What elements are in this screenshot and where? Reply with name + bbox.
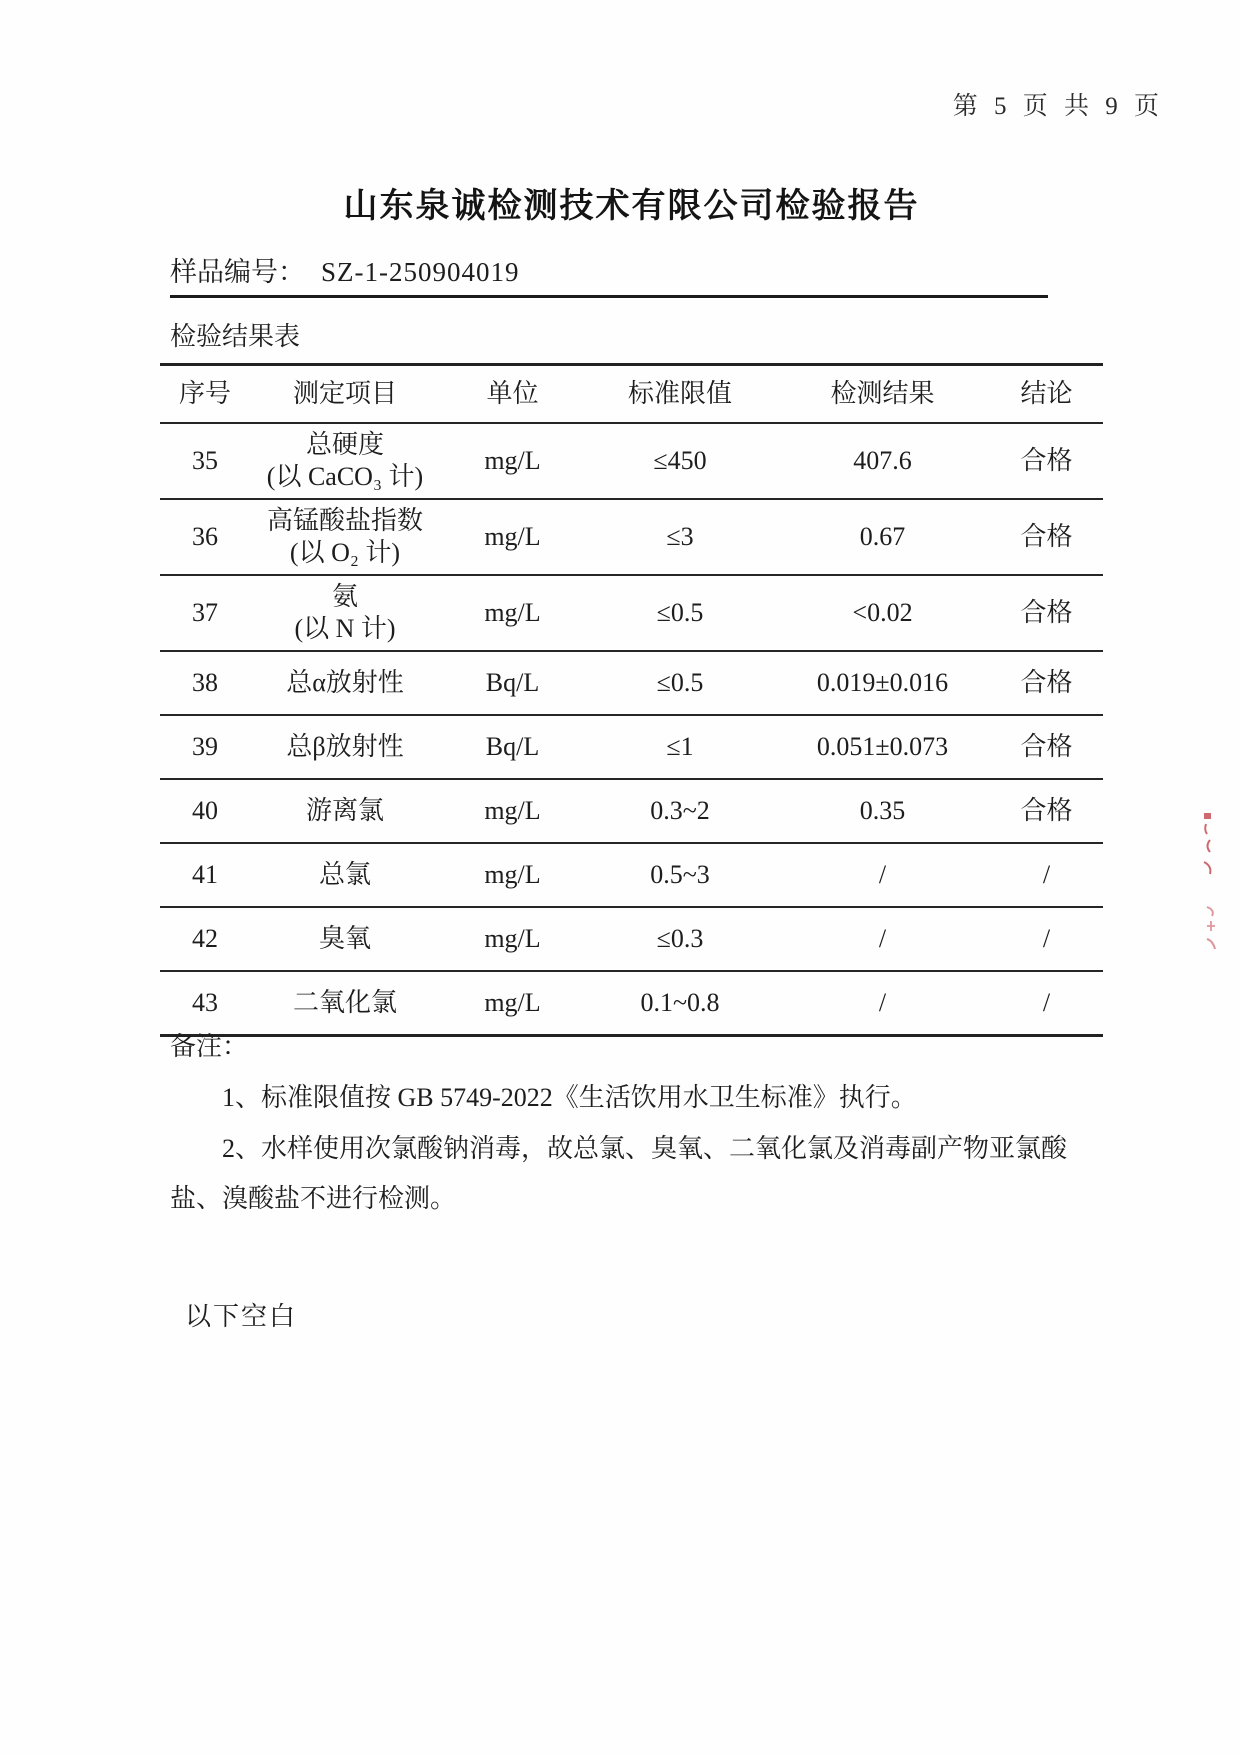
page-number: 第 5 页 共 9 页 [952, 93, 1164, 120]
row-no: 41 [192, 859, 218, 889]
table-row [160, 500, 1103, 576]
row-no: 40 [192, 795, 218, 825]
remark-1: 1、标准限值按 GB 5749-2022《生活饮用水卫生标准》执行。 [222, 1082, 917, 1112]
row-item-line2: (以 N 计) [294, 614, 396, 643]
row-item: 总氯 [318, 859, 371, 889]
row-item [250, 429, 440, 494]
col-header-item: 测定项目 [292, 378, 397, 408]
row-unit: Bq/L [485, 731, 540, 761]
row-conclusion: 合格 [1020, 667, 1073, 697]
row-item-line2: (以 O₂ 计) [289, 538, 401, 567]
remark-2-line1: 2、水样使用次氯酸钠消毒，故总氯、臭氧、二氧化氯及消毒副产物亚氯酸 [222, 1133, 1068, 1163]
blank-below-note: 以下空白 [185, 1302, 298, 1331]
row-limit: ≤0.5 [656, 667, 704, 697]
row-limit: 0.3~2 [650, 795, 710, 825]
row-unit: mg/L [484, 987, 541, 1017]
results-table [160, 363, 1103, 1037]
row-result: 407.6 [853, 445, 912, 475]
row-result: / [878, 987, 887, 1017]
sample-number-label: 样品编号： [170, 257, 305, 287]
table-row [160, 716, 1103, 780]
col-header-limit: 标准限值 [627, 378, 732, 408]
table-row [160, 908, 1103, 972]
row-item: 总α放射性 [286, 667, 404, 697]
table-row [160, 780, 1103, 844]
row-result: / [878, 923, 887, 953]
red-ink-mark [1200, 812, 1216, 887]
row-item [250, 505, 440, 570]
col-header-result: 检测结果 [830, 378, 935, 408]
sample-number-row [170, 250, 1048, 298]
row-result: <0.02 [852, 597, 913, 627]
row-unit: Bq/L [485, 667, 540, 697]
row-no: 42 [192, 923, 218, 953]
report-title: 山东泉诚检测技术有限公司检验报告 [343, 188, 920, 225]
col-header-unit: 单位 [486, 378, 539, 408]
remarks-section [170, 1030, 1070, 1216]
row-item: 二氧化氯 [292, 987, 397, 1017]
row-conclusion: 合格 [1020, 445, 1073, 475]
remark-2-line2: 盐、溴酸盐不进行检测。 [170, 1184, 457, 1214]
row-unit: mg/L [484, 795, 541, 825]
red-ink-mark [1203, 905, 1219, 955]
row-limit: ≤1 [666, 731, 694, 761]
row-limit: 0.5~3 [650, 859, 710, 889]
table-header-row [160, 366, 1103, 424]
row-no: 37 [192, 597, 218, 627]
row-conclusion: 合格 [1020, 731, 1073, 761]
row-result: 0.67 [859, 521, 906, 551]
row-no: 35 [192, 445, 218, 475]
table-row [160, 844, 1103, 908]
row-item [250, 581, 440, 646]
row-conclusion: / [1042, 923, 1051, 953]
row-result: 0.019±0.016 [816, 667, 949, 697]
table-row [160, 972, 1103, 1034]
row-limit: ≤0.5 [656, 597, 704, 627]
row-item: 臭氧 [318, 923, 371, 953]
table-row [160, 576, 1103, 652]
table-row [160, 652, 1103, 716]
row-unit: mg/L [484, 445, 541, 475]
row-item: 游离氯 [305, 795, 384, 825]
row-conclusion: 合格 [1020, 795, 1073, 825]
row-unit: mg/L [484, 859, 541, 889]
row-no: 39 [192, 731, 218, 761]
row-unit: mg/L [484, 521, 541, 551]
row-conclusion: / [1042, 859, 1051, 889]
row-no: 38 [192, 667, 218, 697]
row-item-line2: (以 CaCO₃ 计) [266, 462, 424, 491]
row-limit: 0.1~0.8 [640, 987, 720, 1017]
row-item-line1: 高锰酸盐指数 [266, 505, 423, 535]
row-limit: ≤450 [653, 445, 707, 475]
row-unit: mg/L [484, 597, 541, 627]
row-conclusion: / [1042, 987, 1051, 1017]
col-header-conclusion: 结论 [1020, 378, 1073, 408]
remarks-label: 备注： [170, 1032, 249, 1061]
row-unit: mg/L [484, 923, 541, 953]
row-no: 36 [192, 521, 218, 551]
table-row [160, 424, 1103, 500]
row-result: 0.051±0.073 [816, 731, 949, 761]
row-item: 总β放射性 [286, 731, 404, 761]
row-no: 43 [192, 987, 218, 1017]
col-header-no: 序号 [178, 378, 231, 408]
row-item-line1: 总硬度 [305, 429, 384, 459]
results-table-label: 检验结果表 [170, 322, 301, 351]
row-result: 0.35 [859, 795, 906, 825]
row-item-line1: 氨 [331, 581, 358, 611]
row-limit: ≤0.3 [656, 923, 704, 953]
row-limit: ≤3 [666, 521, 694, 551]
sample-number-value: SZ-1-250904019 [321, 257, 520, 287]
row-conclusion: 合格 [1020, 521, 1073, 551]
row-conclusion: 合格 [1020, 597, 1073, 627]
row-result: / [878, 859, 887, 889]
